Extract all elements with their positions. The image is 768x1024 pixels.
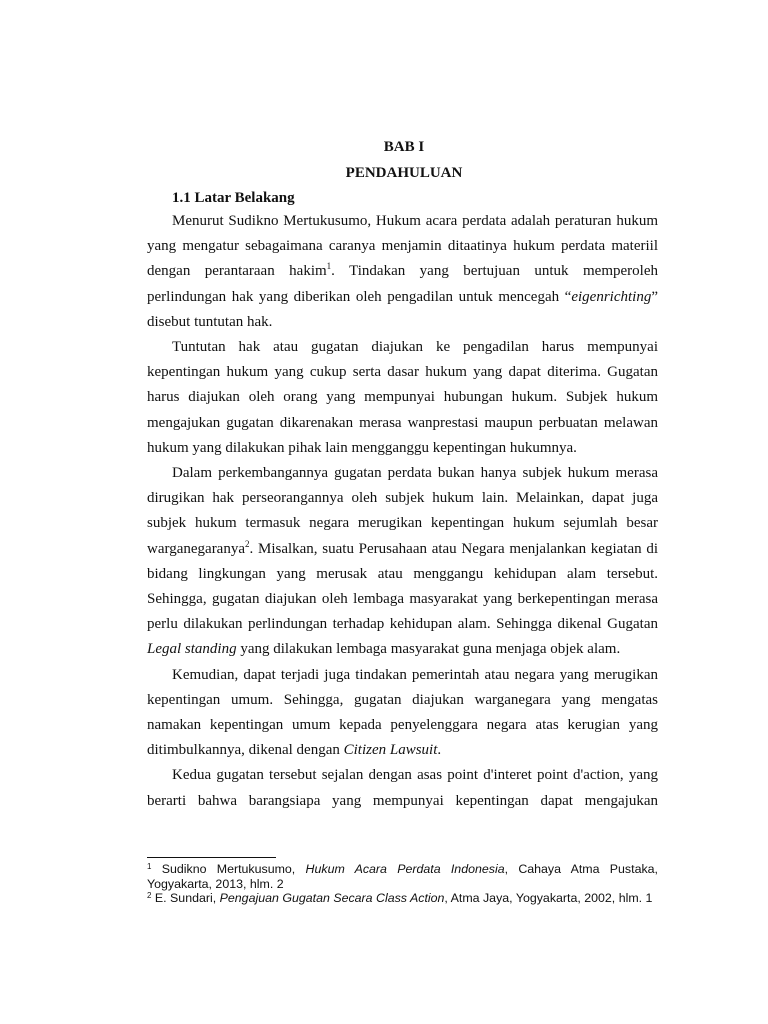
paragraph-4: Kemudian, dapat terjadi juga tindakan pemerintah atau negara yang merugikan kepentingan umum. Sehingga, gugatan diajukan warganegara yang mengatas namakan kepentingan umum kepada penyelenggara negara atas kerugian yang ditimbulkannya, dikenal dengan Citizen Lawsuit. [147,666,658,759]
footnote-2: $^2$ E. Sundari, Pengajuan Gugatan Secara Class Action, Atma Jaya, Yogyakarta, 2002, hlm. 1 [147,891,653,906]
section-title: 1.1 Latar Belakang [172,190,295,206]
footnotes [147,862,658,906]
paragraph-5: Kedua gugatan tersebut sejalan dengan asas point d'interet point d'action, yang berarti bahwa barangsiapa yang mempunyai kepentingan dapat mengajukan [147,767,658,809]
footnote-ref-2: 2 [245,538,250,549]
chapter-label: BAB I [383,139,425,155]
paragraph-3: Dalam perkembangannya gugatan perdata bukan hanya subjek hukum merasa dirugikan hak perseorangannya oleh subjek hukum lain. Melainkan, dapat juga subjek hukum termasuk negara merugikan kepentingan hukum sejumlah besar warganegaranya$^2$. Misalkan, suatu Perusahaan atau Negara menjalankan kegiatan di bidang lingkungan yang merusak atau menggangu kehidupan alam tersebut. Sehingga, gugatan diajukan oleh lembaga masyarakat yang berkepentingan merasa perlu dilakukan perlindungan terhadap kehidupan alam. Sehingga dikenal Gugatan Legal standing yang dilakukan lembaga masyarakat guna menjaga objek alam. [147,465,658,658]
footnote-1: $^1$ Sudikno Mertukusumo, Hukum Acara Perdata Indonesia, Cahaya Atma Pustaka, Yogyakarta, 2013, hlm. 2 [147,862,658,891]
chapter-title: PENDAHULUAN [345,165,463,181]
paragraph-1: Menurut Sudikno Mertukusumo, Hukum acara perdata adalah peraturan hukum yang mengatur sebagaimana caranya menjamin ditaatinya hukum perdata materiil dengan perantaraan hakim$^1$. Tindakan yang bertujuan untuk memperoleh perlindungan hak yang diberikan oleh pengadilan untuk mencegah “eigenrichting” disebut tuntutan hak. [147,213,658,330]
paragraph-2: Tuntutan hak atau gugatan diajukan ke pengadilan harus mempunyai kepentingan hukum yang cukup serta dasar hukum yang dapat diterima. Gugatan harus diajukan oleh orang yang mempunyai hubungan hukum. Subjek hukum mengajukan gugatan dikarenakan merasa wanprestasi maupun perbuatan melawan hukum yang dilakukan pihak lain mengganggu kepentingan hukumnya. [147,339,658,456]
footnote-ref-1: 1 [326,261,332,272]
footnote-separator [147,857,276,858]
body-text [147,209,658,814]
